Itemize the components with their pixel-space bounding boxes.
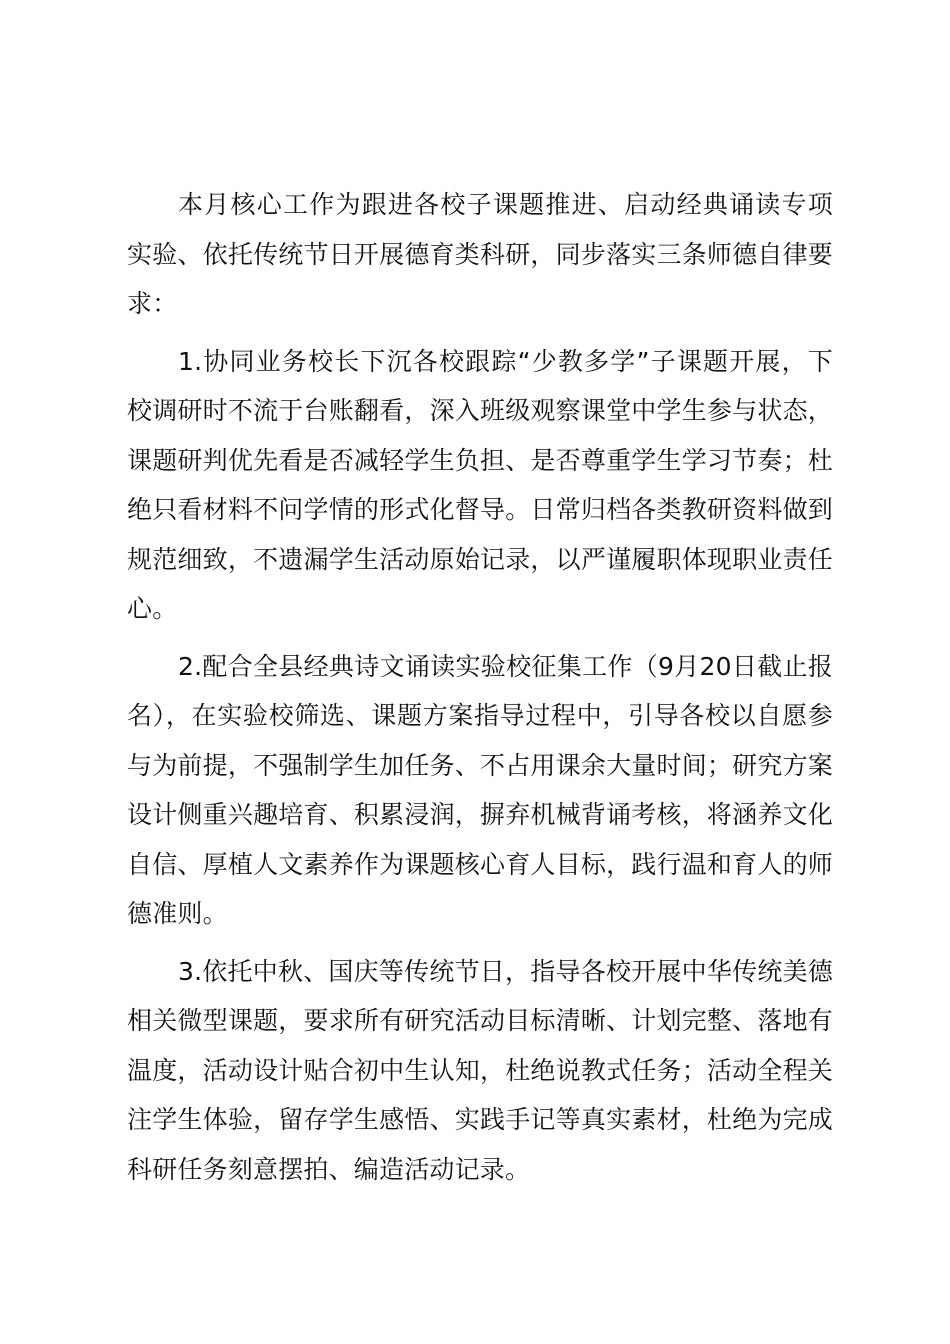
item-1-paragraph: 1.协同业务校长下沉各校跟踪“少教多学”子课题开展，下校调研时不流于台账翻看，深入班级观察课堂中学生参与状态，课题研判优先看是否减轻学生负担、是否尊重学生学习节奏；杜绝只看材料不问学情的形式化督导。日常归档各类教研资料做到规范细致，不遗漏学生活动原始记录，以严谨履职体现职业责任心。 (127, 346, 833, 623)
item-3-paragraph: 3.依托中秋、国庆等传统节日，指导各校开展中华传统美德相关微型课题，要求所有研究活动目标清晰、计划完整、落地有温度，活动设计贴合初中生认知，杜绝说教式任务；活动全程关注学生体验，留存学生感悟、实践手记等真实素材，杜绝为完成科研任务刻意摆拍、编造活动记录。 (127, 956, 833, 1184)
intro-paragraph: 本月核心工作为跟进各校子课题推进、启动经典诵读专项实验、依托传统节日开展德育类科研，同步落实三条师德自律要求： (127, 190, 833, 318)
item-2-paragraph: 2.配合全县经典诗文诵读实验校征集工作（9月20日截止报名），在实验校筛选、课题方案指导过程中，引导各校以自愿参与为前提，不强制学生加任务、不占用课余大量时间；研究方案设计侧重兴趣培育、积累浸润，摒弃机械背诵考核，将涵养文化自信、厚植人文素养作为课题核心育人目标，践行温和育人的师德准则。 (127, 651, 833, 928)
document-body (127, 180, 833, 1202)
